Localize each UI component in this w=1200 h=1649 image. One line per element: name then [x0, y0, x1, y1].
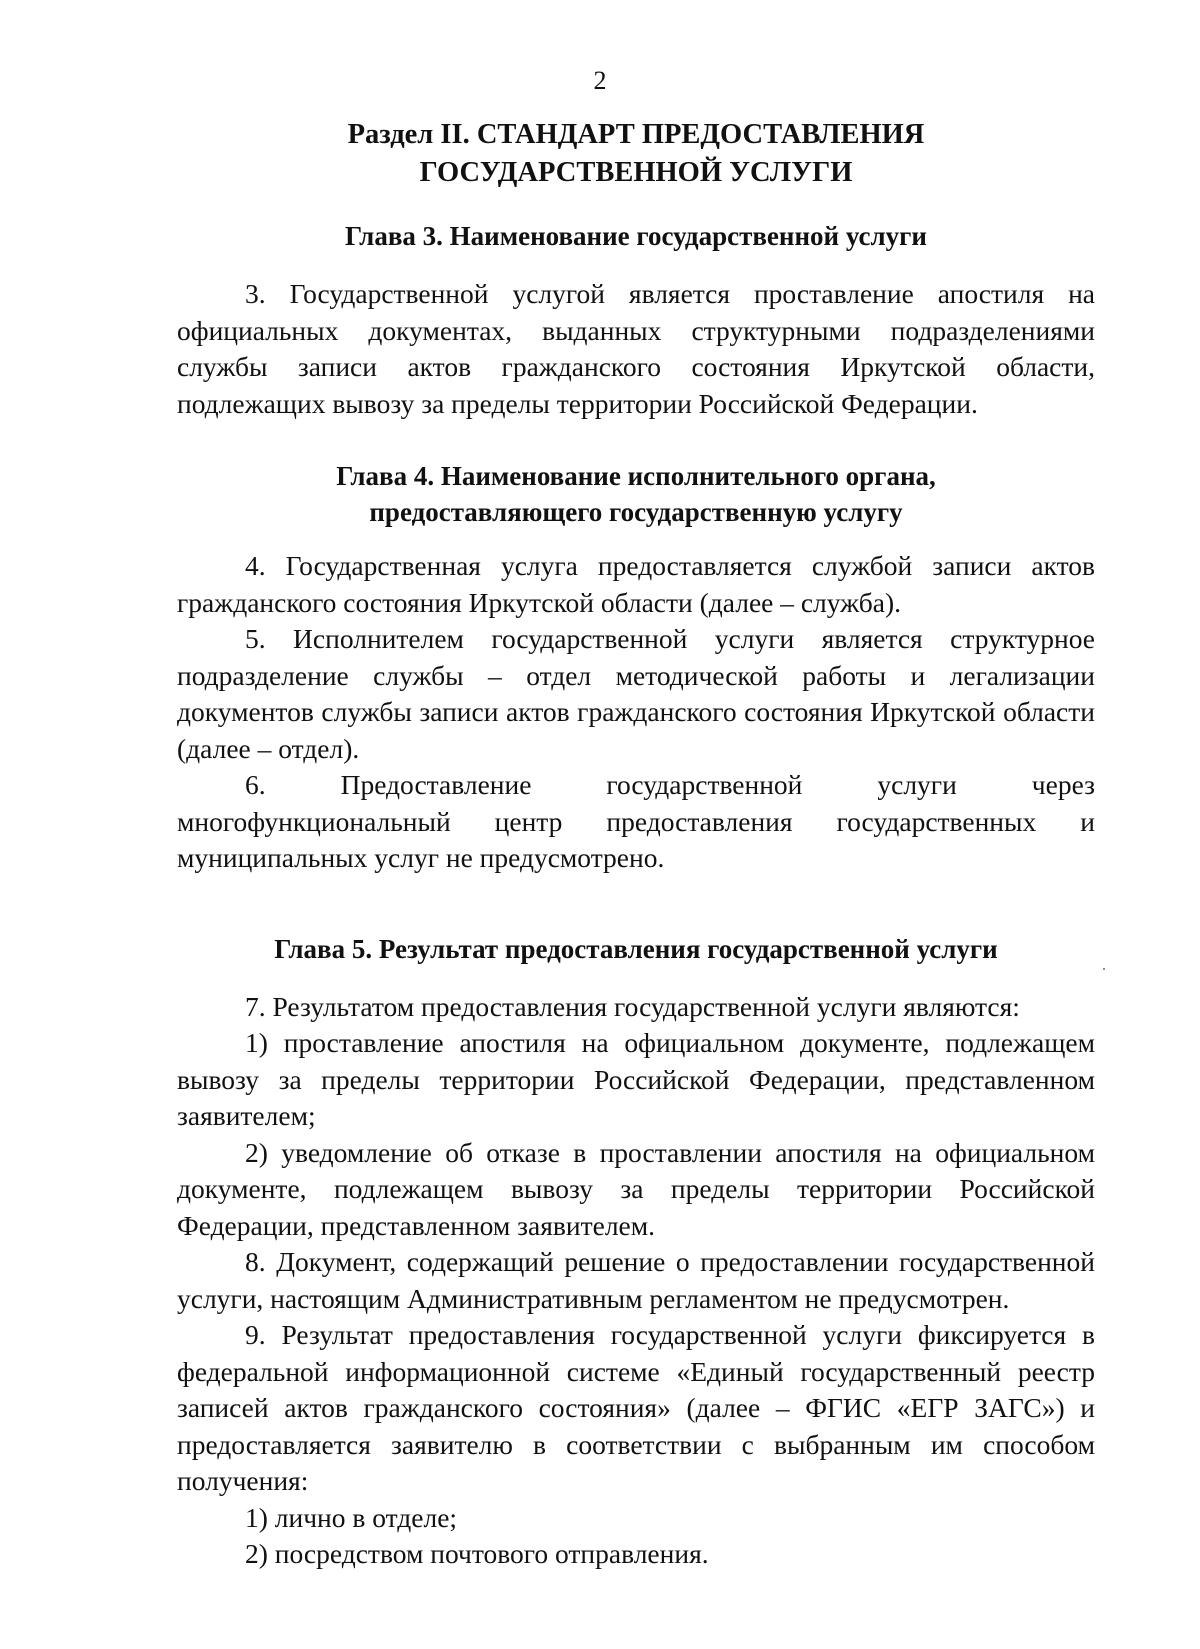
section-title-line-2: ГОСУДАРСТВЕННОЙ УСЛУГИ — [419, 157, 853, 188]
paragraph-6 — [177, 767, 1095, 877]
paragraph-4: 4. Государственная услуга предоставляется службой записи актов гражданского состояния Иркутской области (далее – служба). — [177, 550, 1095, 618]
paragraph-6-word: государственной — [606, 769, 803, 800]
paragraph-6-line-3: муниципальных услуг не предусмотрено. — [177, 842, 665, 873]
paragraph-6-line-2 — [177, 804, 1095, 841]
chapter-4-title-line-1: Глава 4. Наименование исполнительного органа, — [336, 461, 936, 491]
paragraph-6-word: Предоставление — [340, 769, 532, 800]
paragraph-6-word: многофункциональный — [177, 805, 451, 837]
section-title — [177, 116, 1095, 192]
paragraph-6-word: центр — [494, 805, 563, 837]
paragraph-6-word: и — [1080, 805, 1095, 837]
page-number: 2 — [593, 66, 607, 95]
chapter-4-title — [177, 458, 1095, 530]
paragraph-6-line-1 — [245, 767, 1095, 804]
paragraph-9: 9. Результат предоставления государственной услуги фиксируется в федеральной информационной системе «Единый государственный реестр записей актов гражданского состояния» (далее – ФГИС «ЕГР ЗАГС») и предоставляется заявителю в соответствии с выбранным им способом получения: — [177, 1319, 1095, 1496]
paragraph-9-item-2: 2) посредством почтового отправления. — [245, 1538, 709, 1569]
paragraph-3: 3. Государственной услугой является проставление апостиля на официальных документах, выданных структурными подразделениями службы записи актов гражданского состояния Иркутской области, подлежащих вывозу за пределы территории Российской Федерации. — [177, 278, 1095, 419]
paragraph-7-item-1: 1) проставление апостиля на официальном документе, подлежащем вывозу за пределы территории Российской Федерации, представленном заявителем; — [177, 1027, 1095, 1131]
paragraph-6-word: 6. — [245, 769, 266, 800]
chapter-5-title: Глава 5. Результат предоставления государственной услуги — [274, 933, 998, 964]
paragraph-9-item-1: 1) лично в отделе; — [245, 1501, 458, 1533]
paragraph-6-word: государственных — [836, 805, 1037, 837]
paragraph-6-word: предоставления — [606, 805, 793, 837]
scan-speck — [1103, 968, 1105, 970]
section-title-line-1: Раздел II. СТАНДАРТ ПРЕДОСТАВЛЕНИЯ — [347, 119, 925, 150]
paragraph-5: 5. Исполнителем государственной услуги является структурное подразделение службы – отдел методической работы и легализации документов службы записи актов гражданского состояния Иркутской области (далее – отдел). — [177, 623, 1095, 764]
paragraph-8: 8. Документ, содержащий решение о предоставлении государственной услуги, настоящим Административным регламентом не предусмотрен. — [177, 1246, 1095, 1314]
document-body — [177, 116, 1095, 1573]
paragraph-7: 7. Результатом предоставления государственной услуги являются: — [245, 990, 1020, 1022]
paragraph-6-word: услуги — [877, 769, 957, 800]
paragraph-7-item-2: 2) уведомление об отказе в проставлении апостиля на официальном документе, подлежащем вывозу за пределы территории Российской Федерации, представленном заявителем. — [177, 1136, 1095, 1241]
chapter-4-title-line-2: предоставляющего государственную услугу — [369, 497, 903, 527]
paragraph-6-word: через — [1031, 769, 1095, 800]
chapter-3-title: Глава 3. Наименование государственной услуги — [345, 221, 927, 251]
